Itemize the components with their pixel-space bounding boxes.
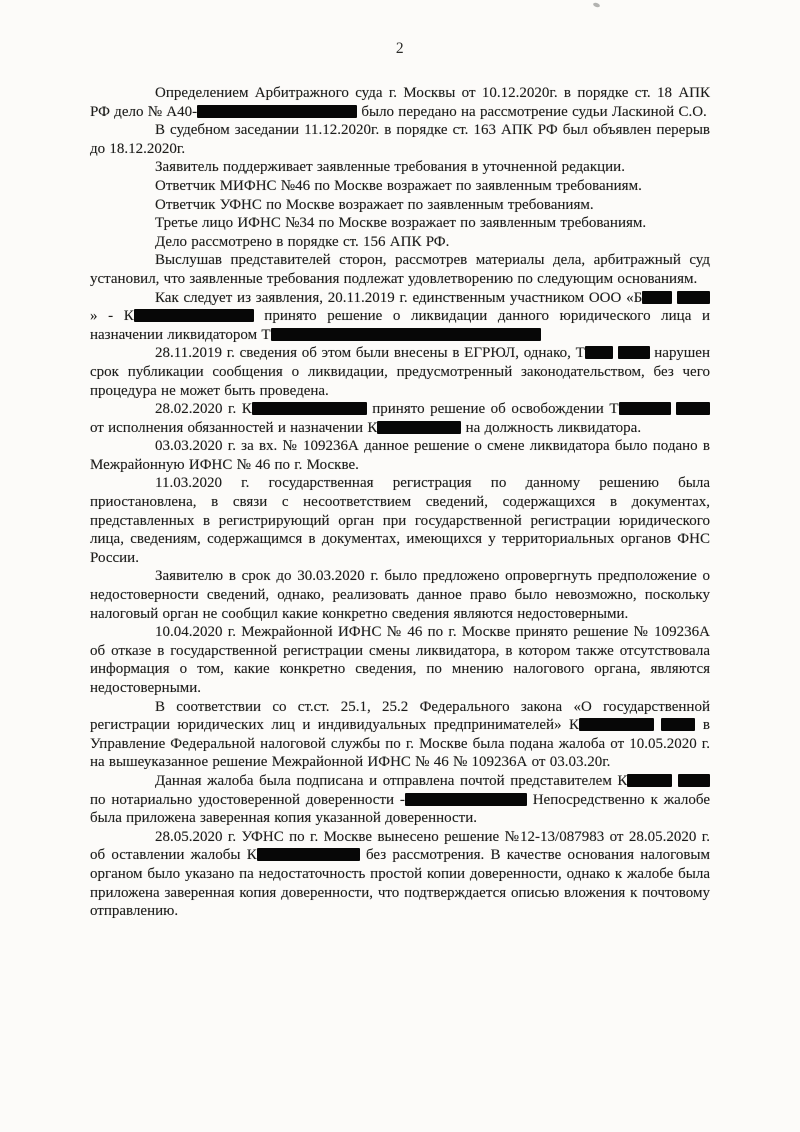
redaction-bar bbox=[405, 793, 527, 806]
redaction-bar bbox=[585, 346, 613, 359]
paragraph: Ответчик УФНС по Москве возражает по заявленным требованиям. bbox=[155, 196, 594, 213]
paragraph: 28.02.2020 г. К принято решение об освобождении Т от исполнения обязанностей и назначении К на должность ликвидатора. bbox=[90, 400, 710, 437]
paragraph: Определением Арбитражного суда г. Москвы от 10.12.2020г. в порядке ст. 18 АПК РФ дело № А40- было передано на рассмотрение судьи Ласкиной С.О. bbox=[90, 85, 710, 120]
paragraph: В судебном заседании 11.12.2020г. в порядке ст. 163 АПК РФ был объявлен перерыв до 18.12.2020г. bbox=[90, 122, 710, 157]
paragraph: Заявитель поддерживает заявленные требования в уточненной редакции. bbox=[155, 159, 625, 176]
paragraph: Выслушав представителей сторон, рассмотрев материалы дела, арбитражный суд установил, что заявленные требования подлежат удовлетворению по следующим основаниям. bbox=[90, 252, 710, 287]
redaction-bar bbox=[678, 774, 710, 787]
paragraph: Третье лицо ИФНС №34 по Москве возражает по заявленным требованиям. bbox=[155, 215, 647, 232]
redaction-bar bbox=[676, 402, 710, 415]
paragraph: 28.11.2019 г. сведения об этом были внесены в ЕГРЮЛ, однако, Т нарушен срок публикации сообщения о ликвидации, предусмотренный законодательством, без чего процедура не может быть проведена. bbox=[90, 345, 710, 399]
redaction-bar bbox=[197, 105, 357, 118]
redaction-bar bbox=[252, 402, 367, 415]
paragraph: Данная жалоба была подписана и отправлена почтой представителем К по нотариально удостоверенной доверенности - Непосредственно к жалобе была приложена заверенная копия указанной доверенности. bbox=[90, 772, 710, 827]
paragraph: Заявителю в срок до 30.03.2020 г. было предложено опровергнуть предположение о недостоверности сведений, однако, реализовать данное право было невозможно, поскольку налоговый орган не сообщил какие конкретно сведения являются недостоверными. bbox=[90, 568, 710, 622]
redaction-bar bbox=[134, 309, 254, 322]
paragraph: Ответчик МИФНС №46 по Москве возражает по заявленным требованиям. bbox=[155, 177, 642, 194]
redaction-bar bbox=[677, 291, 710, 304]
redaction-bar bbox=[377, 421, 461, 434]
redaction-bar bbox=[627, 774, 672, 787]
redaction-bar bbox=[271, 328, 541, 341]
paragraph: В соответствии со ст.ст. 25.1, 25.2 Федерального закона «О государственной регистрации юридических лиц и индивидуальных предпринимателей» К в Управление Федеральной налоговой службы по г. Москве была подана жалоба от 10.05.2020 г. на вышеуказанное решение Межрайонной ИФНС № 46 № 109236А от 03.03.20г. bbox=[90, 698, 710, 771]
document-body bbox=[90, 84, 710, 921]
paragraph: 28.05.2020 г. УФНС по г. Москве вынесено решение №12-13/087983 от 28.05.2020 г. об оставлении жалобы К без рассмотрения. В качестве основания налоговым органом было указано па недостаточность простой копии доверенности, однако к жалобе была приложена заверенная копия доверенности, что подтверждается описью вложения к почтовому отправлению. bbox=[90, 828, 711, 920]
redaction-bar bbox=[618, 346, 650, 359]
paragraph: Как следует из заявления, 20.11.2019 г. единственным участником ООО «Б » - К принято решение о ликвидации данного юридического лица и назначении ликвидатором Т bbox=[90, 289, 710, 343]
redaction-bar bbox=[257, 848, 360, 861]
page-number: 2 bbox=[395, 40, 405, 57]
redaction-bar bbox=[619, 402, 671, 415]
redaction-bar bbox=[661, 718, 695, 731]
paragraph: 03.03.2020 г. за вх. № 109236А данное решение о смене ликвидатора было подано в Межрайонную ИФНС № 46 по г. Москве. bbox=[90, 438, 710, 473]
redaction-bar bbox=[642, 291, 672, 304]
paragraph: Дело рассмотрено в порядке ст. 156 АПК РФ. bbox=[155, 233, 450, 250]
paragraph: 11.03.2020 г. государственная регистрация по данному решению была приостановлена, в связи с несоответствием сведений, содержащихся в документах, представленных в регистрирующий орган при государственной регистрации юридического лица, сведениям, содержащимся в документах, имеющихся у территориальных органов ФНС России. bbox=[90, 475, 710, 566]
scan-artifact bbox=[593, 2, 601, 8]
paragraph: 10.04.2020 г. Межрайонной ИФНС № 46 по г. Москве принято решение № 109236А об отказе в государственной регистрации смены ликвидатора, в котором также отсутствовала информация о том, какие конкретно сведения, по мнению налогового органа, являются недостоверными. bbox=[90, 624, 710, 696]
redaction-bar bbox=[579, 718, 654, 731]
